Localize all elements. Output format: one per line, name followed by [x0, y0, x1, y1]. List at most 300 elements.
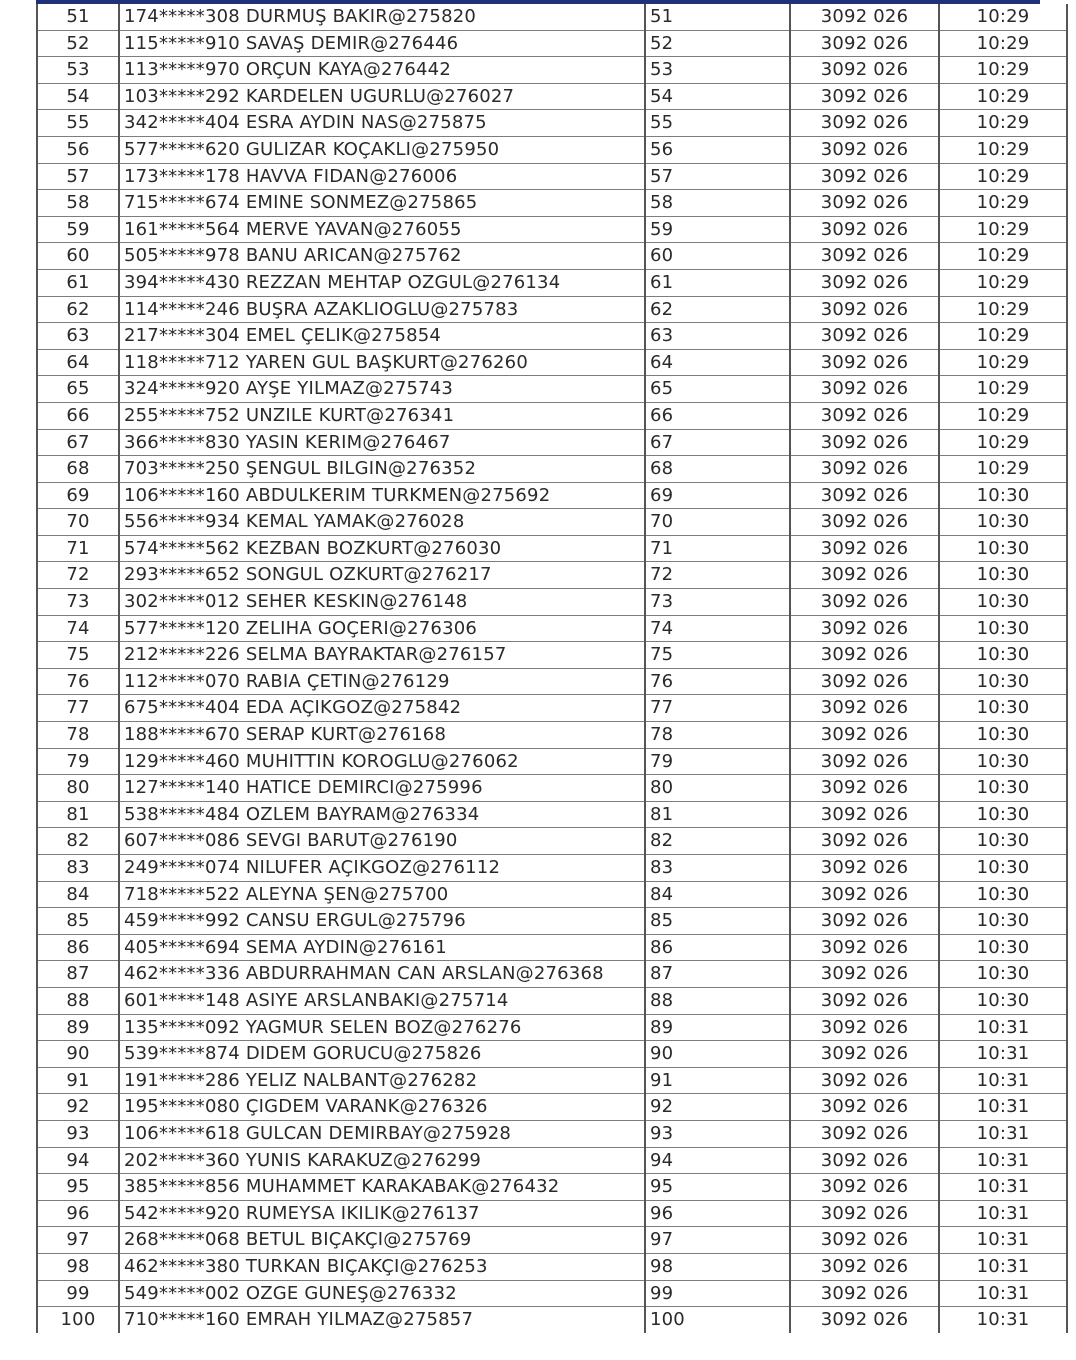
time-cell[interactable]: 10:29 [939, 429, 1067, 456]
time-cell[interactable]: 10:29 [939, 190, 1067, 217]
candidate-cell[interactable]: 405*****694 SEMA AYDIN@276161 [119, 934, 645, 961]
candidate-cell[interactable]: 103*****292 KARDELEN UGURLU@276027 [119, 83, 645, 110]
time-cell[interactable]: 10:29 [939, 456, 1067, 483]
table-row [37, 828, 1067, 855]
candidate-cell[interactable]: 191*****286 YELIZ NALBANT@276282 [119, 1067, 645, 1094]
time-cell[interactable]: 10:30 [939, 775, 1067, 802]
time-cell[interactable]: 10:31 [939, 1014, 1067, 1041]
rank-cell[interactable]: 63 [645, 323, 790, 350]
code-cell[interactable]: 3092 026 [790, 30, 939, 57]
time-cell[interactable]: 10:29 [939, 110, 1067, 137]
candidate-cell[interactable]: 112*****070 RABIA ÇETIN@276129 [119, 668, 645, 695]
rank-cell[interactable]: 77 [645, 695, 790, 722]
rank-cell[interactable]: 78 [645, 722, 790, 749]
row-number-cell[interactable]: 95 [37, 1174, 119, 1201]
candidate-cell[interactable]: 127*****140 HATICE DEMIRCI@275996 [119, 775, 645, 802]
table-row [37, 83, 1067, 110]
candidate-cell[interactable]: 703*****250 ŞENGUL BILGIN@276352 [119, 456, 645, 483]
candidate-cell[interactable]: 385*****856 MUHAMMET KARAKABAK@276432 [119, 1174, 645, 1201]
code-cell[interactable]: 3092 026 [790, 1227, 939, 1254]
table-row [37, 1147, 1067, 1174]
table-row [37, 1120, 1067, 1147]
code-cell[interactable]: 3092 026 [790, 509, 939, 536]
table-row [37, 1307, 1067, 1333]
time-cell[interactable]: 10:30 [939, 695, 1067, 722]
time-cell[interactable]: 10:31 [939, 1041, 1067, 1068]
row-number-cell[interactable]: 94 [37, 1147, 119, 1174]
table-row [37, 695, 1067, 722]
table-row [37, 881, 1067, 908]
table-row [37, 1227, 1067, 1254]
rank-cell[interactable]: 82 [645, 828, 790, 855]
table-row [37, 855, 1067, 882]
time-cell[interactable]: 10:30 [939, 855, 1067, 882]
table-row [37, 1174, 1067, 1201]
time-cell[interactable]: 10:29 [939, 216, 1067, 243]
time-cell[interactable]: 10:29 [939, 57, 1067, 84]
rank-cell[interactable]: 93 [645, 1120, 790, 1147]
code-cell[interactable]: 3092 026 [790, 642, 939, 669]
code-cell[interactable]: 3092 026 [790, 402, 939, 429]
candidate-cell[interactable]: 577*****620 GULIZAR KOÇAKLI@275950 [119, 136, 645, 163]
rank-cell[interactable]: 89 [645, 1014, 790, 1041]
time-cell[interactable]: 10:30 [939, 615, 1067, 642]
code-cell[interactable]: 3092 026 [790, 110, 939, 137]
time-cell[interactable]: 10:29 [939, 269, 1067, 296]
rank-cell[interactable]: 76 [645, 668, 790, 695]
row-number-cell[interactable]: 89 [37, 1014, 119, 1041]
candidate-cell[interactable]: 161*****564 MERVE YAVAN@276055 [119, 216, 645, 243]
rank-cell[interactable]: 74 [645, 615, 790, 642]
candidate-cell[interactable]: 675*****404 EDA AÇIKGOZ@275842 [119, 695, 645, 722]
table-row [37, 190, 1067, 217]
candidate-cell[interactable]: 188*****670 SERAP KURT@276168 [119, 722, 645, 749]
table-row [37, 748, 1067, 775]
time-cell[interactable]: 10:29 [939, 83, 1067, 110]
time-cell[interactable]: 10:30 [939, 482, 1067, 509]
row-number-cell[interactable]: 75 [37, 642, 119, 669]
table-row [37, 509, 1067, 536]
code-cell[interactable]: 3092 026 [790, 615, 939, 642]
table-row [37, 1280, 1067, 1307]
table-row [37, 934, 1067, 961]
code-cell[interactable]: 3092 026 [790, 163, 939, 190]
table-row [37, 775, 1067, 802]
candidate-cell[interactable]: 718*****522 ALEYNA ŞEN@275700 [119, 881, 645, 908]
candidate-cell[interactable]: 135*****092 YAGMUR SELEN BOZ@276276 [119, 1014, 645, 1041]
code-cell[interactable]: 3092 026 [790, 1014, 939, 1041]
candidate-cell[interactable]: 174*****308 DURMUŞ BAKIR@275820 [119, 4, 645, 30]
table-row [37, 4, 1067, 30]
time-cell[interactable]: 10:30 [939, 987, 1067, 1014]
code-cell[interactable]: 3092 026 [790, 828, 939, 855]
candidate-cell[interactable]: 601*****148 ASIYE ARSLANBAKI@275714 [119, 987, 645, 1014]
code-cell[interactable]: 3092 026 [790, 881, 939, 908]
code-cell[interactable]: 3092 026 [790, 535, 939, 562]
code-cell[interactable]: 3092 026 [790, 216, 939, 243]
table-row [37, 216, 1067, 243]
candidate-cell[interactable]: 366*****830 YASIN KERIM@276467 [119, 429, 645, 456]
time-cell[interactable]: 10:30 [939, 509, 1067, 536]
time-cell[interactable]: 10:31 [939, 1120, 1067, 1147]
row-number-cell[interactable]: 70 [37, 509, 119, 536]
row-number-cell[interactable]: 86 [37, 934, 119, 961]
row-number-cell[interactable]: 83 [37, 855, 119, 882]
row-number-cell[interactable]: 97 [37, 1227, 119, 1254]
candidate-cell[interactable]: 459*****992 CANSU ERGUL@275796 [119, 908, 645, 935]
time-cell[interactable]: 10:31 [939, 1174, 1067, 1201]
time-cell[interactable]: 10:29 [939, 163, 1067, 190]
rank-cell[interactable]: 98 [645, 1253, 790, 1280]
table-row [37, 961, 1067, 988]
code-cell[interactable]: 3092 026 [790, 1094, 939, 1121]
candidate-cell[interactable]: 173*****178 HAVVA FIDAN@276006 [119, 163, 645, 190]
time-cell[interactable]: 10:31 [939, 1200, 1067, 1227]
rank-cell[interactable]: 81 [645, 801, 790, 828]
row-number-cell[interactable]: 72 [37, 562, 119, 589]
candidate-cell[interactable]: 462*****380 TURKAN BIÇAKÇI@276253 [119, 1253, 645, 1280]
code-cell[interactable]: 3092 026 [790, 57, 939, 84]
candidate-cell[interactable]: 302*****012 SEHER KESKIN@276148 [119, 589, 645, 616]
time-cell[interactable]: 10:30 [939, 668, 1067, 695]
candidate-cell[interactable]: 255*****752 UNZILE KURT@276341 [119, 402, 645, 429]
code-cell[interactable]: 3092 026 [790, 83, 939, 110]
row-number-cell[interactable]: 92 [37, 1094, 119, 1121]
candidate-cell[interactable]: 249*****074 NILUFER AÇIKGOZ@276112 [119, 855, 645, 882]
rank-cell[interactable]: 56 [645, 136, 790, 163]
code-cell[interactable]: 3092 026 [790, 243, 939, 270]
time-cell[interactable]: 10:31 [939, 1094, 1067, 1121]
time-cell[interactable]: 10:31 [939, 1253, 1067, 1280]
row-number-cell[interactable]: 63 [37, 323, 119, 350]
code-cell[interactable]: 3092 026 [790, 589, 939, 616]
code-cell[interactable]: 3092 026 [790, 987, 939, 1014]
code-cell[interactable]: 3092 026 [790, 1307, 939, 1333]
candidate-cell[interactable]: 118*****712 YAREN GUL BAŞKURT@276260 [119, 349, 645, 376]
rank-cell[interactable]: 84 [645, 881, 790, 908]
rank-cell[interactable]: 72 [645, 562, 790, 589]
candidate-cell[interactable]: 462*****336 ABDURRAHMAN CAN ARSLAN@276368 [119, 961, 645, 988]
candidate-cell[interactable]: 549*****002 OZGE GUNEŞ@276332 [119, 1280, 645, 1307]
rank-cell[interactable]: 70 [645, 509, 790, 536]
code-cell[interactable]: 3092 026 [790, 190, 939, 217]
rank-cell[interactable]: 96 [645, 1200, 790, 1227]
table-row [37, 535, 1067, 562]
time-cell[interactable]: 10:30 [939, 934, 1067, 961]
table-row [37, 429, 1067, 456]
row-number-cell[interactable]: 84 [37, 881, 119, 908]
code-cell[interactable]: 3092 026 [790, 1200, 939, 1227]
row-number-cell[interactable]: 62 [37, 296, 119, 323]
candidate-cell[interactable]: 577*****120 ZELIHA GOÇERI@276306 [119, 615, 645, 642]
rank-cell[interactable]: 64 [645, 349, 790, 376]
row-number-cell[interactable]: 61 [37, 269, 119, 296]
code-cell[interactable]: 3092 026 [790, 1174, 939, 1201]
row-number-cell[interactable]: 73 [37, 589, 119, 616]
candidate-cell[interactable]: 115*****910 SAVAŞ DEMIR@276446 [119, 30, 645, 57]
candidate-cell[interactable]: 129*****460 MUHITTIN KOROGLU@276062 [119, 748, 645, 775]
candidate-cell[interactable]: 342*****404 ESRA AYDIN NAS@275875 [119, 110, 645, 137]
rank-cell[interactable]: 60 [645, 243, 790, 270]
table-row [37, 1041, 1067, 1068]
code-cell[interactable]: 3092 026 [790, 562, 939, 589]
time-cell[interactable]: 10:31 [939, 1307, 1067, 1333]
row-number-cell[interactable]: 55 [37, 110, 119, 137]
row-number-cell[interactable]: 65 [37, 376, 119, 403]
row-number-cell[interactable]: 81 [37, 801, 119, 828]
row-number-cell[interactable]: 66 [37, 402, 119, 429]
time-cell[interactable]: 10:29 [939, 349, 1067, 376]
table-row [37, 163, 1067, 190]
rank-cell[interactable]: 88 [645, 987, 790, 1014]
table-row [37, 376, 1067, 403]
code-cell[interactable]: 3092 026 [790, 722, 939, 749]
rank-cell[interactable]: 79 [645, 748, 790, 775]
row-number-cell[interactable]: 100 [37, 1307, 119, 1333]
rank-cell[interactable]: 97 [645, 1227, 790, 1254]
rank-cell[interactable]: 99 [645, 1280, 790, 1307]
time-cell[interactable]: 10:30 [939, 589, 1067, 616]
rank-cell[interactable]: 73 [645, 589, 790, 616]
code-cell[interactable]: 3092 026 [790, 1041, 939, 1068]
code-cell[interactable]: 3092 026 [790, 136, 939, 163]
rank-cell[interactable]: 55 [645, 110, 790, 137]
row-number-cell[interactable]: 78 [37, 722, 119, 749]
time-cell[interactable]: 10:29 [939, 243, 1067, 270]
table-row [37, 482, 1067, 509]
row-number-cell[interactable]: 58 [37, 190, 119, 217]
row-number-cell[interactable]: 93 [37, 1120, 119, 1147]
candidate-cell[interactable]: 542*****920 RUMEYSA IKILIK@276137 [119, 1200, 645, 1227]
row-number-cell[interactable]: 52 [37, 30, 119, 57]
code-cell[interactable]: 3092 026 [790, 934, 939, 961]
time-cell[interactable]: 10:29 [939, 296, 1067, 323]
rank-cell[interactable]: 83 [645, 855, 790, 882]
table-row [37, 456, 1067, 483]
row-number-cell[interactable]: 56 [37, 136, 119, 163]
time-cell[interactable]: 10:29 [939, 323, 1067, 350]
code-cell[interactable]: 3092 026 [790, 748, 939, 775]
time-cell[interactable]: 10:30 [939, 908, 1067, 935]
rank-cell[interactable]: 66 [645, 402, 790, 429]
rank-cell[interactable]: 58 [645, 190, 790, 217]
row-number-cell[interactable]: 67 [37, 429, 119, 456]
row-number-cell[interactable]: 64 [37, 349, 119, 376]
time-cell[interactable]: 10:29 [939, 30, 1067, 57]
code-cell[interactable]: 3092 026 [790, 1120, 939, 1147]
candidate-cell[interactable]: 217*****304 EMEL ÇELIK@275854 [119, 323, 645, 350]
row-number-cell[interactable]: 60 [37, 243, 119, 270]
rank-cell[interactable]: 71 [645, 535, 790, 562]
table-body [37, 4, 1067, 1333]
code-cell[interactable]: 3092 026 [790, 695, 939, 722]
time-cell[interactable]: 10:29 [939, 376, 1067, 403]
rank-cell[interactable]: 90 [645, 1041, 790, 1068]
row-number-cell[interactable]: 69 [37, 482, 119, 509]
candidate-cell[interactable]: 195*****080 ÇIGDEM VARANK@276326 [119, 1094, 645, 1121]
table-row [37, 349, 1067, 376]
code-cell[interactable]: 3092 026 [790, 668, 939, 695]
rank-cell[interactable]: 53 [645, 57, 790, 84]
time-cell[interactable]: 10:30 [939, 562, 1067, 589]
candidate-cell[interactable]: 202*****360 YUNIS KARAKUZ@276299 [119, 1147, 645, 1174]
candidate-cell[interactable]: 715*****674 EMINE SONMEZ@275865 [119, 190, 645, 217]
rank-cell[interactable]: 68 [645, 456, 790, 483]
time-cell[interactable]: 10:31 [939, 1227, 1067, 1254]
candidate-cell[interactable]: 556*****934 KEMAL YAMAK@276028 [119, 509, 645, 536]
row-number-cell[interactable]: 80 [37, 775, 119, 802]
time-cell[interactable]: 10:30 [939, 642, 1067, 669]
rank-cell[interactable]: 69 [645, 482, 790, 509]
time-cell[interactable]: 10:30 [939, 748, 1067, 775]
code-cell[interactable]: 3092 026 [790, 296, 939, 323]
code-cell[interactable]: 3092 026 [790, 908, 939, 935]
code-cell[interactable]: 3092 026 [790, 1280, 939, 1307]
table-row [37, 1067, 1067, 1094]
row-number-cell[interactable]: 82 [37, 828, 119, 855]
table-row [37, 801, 1067, 828]
rank-cell[interactable]: 94 [645, 1147, 790, 1174]
table-row [37, 57, 1067, 84]
code-cell[interactable]: 3092 026 [790, 961, 939, 988]
rank-cell[interactable]: 80 [645, 775, 790, 802]
table-row [37, 722, 1067, 749]
row-number-cell[interactable]: 53 [37, 57, 119, 84]
time-cell[interactable]: 10:30 [939, 722, 1067, 749]
candidate-cell[interactable]: 212*****226 SELMA BAYRAKTAR@276157 [119, 642, 645, 669]
table-row [37, 1200, 1067, 1227]
time-cell[interactable]: 10:29 [939, 402, 1067, 429]
candidate-cell[interactable]: 293*****652 SONGUL OZKURT@276217 [119, 562, 645, 589]
code-cell[interactable]: 3092 026 [790, 323, 939, 350]
candidate-cell[interactable]: 106*****618 GULCAN DEMIRBAY@275928 [119, 1120, 645, 1147]
rank-cell[interactable]: 65 [645, 376, 790, 403]
row-number-cell[interactable]: 76 [37, 668, 119, 695]
candidate-cell[interactable]: 106*****160 ABDULKERIM TURKMEN@275692 [119, 482, 645, 509]
candidate-cell[interactable]: 268*****068 BETUL BIÇAKÇI@275769 [119, 1227, 645, 1254]
table-row [37, 615, 1067, 642]
table-row [37, 110, 1067, 137]
rank-cell[interactable]: 57 [645, 163, 790, 190]
rank-cell[interactable]: 91 [645, 1067, 790, 1094]
rank-cell[interactable]: 85 [645, 908, 790, 935]
row-number-cell[interactable]: 90 [37, 1041, 119, 1068]
row-number-cell[interactable]: 88 [37, 987, 119, 1014]
table-row [37, 243, 1067, 270]
time-cell[interactable]: 10:29 [939, 136, 1067, 163]
table-row [37, 908, 1067, 935]
row-number-cell[interactable]: 68 [37, 456, 119, 483]
table-row [37, 296, 1067, 323]
table-row [37, 668, 1067, 695]
code-cell[interactable]: 3092 026 [790, 429, 939, 456]
row-number-cell[interactable]: 99 [37, 1280, 119, 1307]
rank-cell[interactable]: 54 [645, 83, 790, 110]
row-number-cell[interactable]: 79 [37, 748, 119, 775]
rank-cell[interactable]: 86 [645, 934, 790, 961]
table-row [37, 1014, 1067, 1041]
code-cell[interactable]: 3092 026 [790, 801, 939, 828]
rank-cell[interactable]: 87 [645, 961, 790, 988]
code-cell[interactable]: 3092 026 [790, 775, 939, 802]
candidate-cell[interactable]: 324*****920 AYŞE YILMAZ@275743 [119, 376, 645, 403]
code-cell[interactable]: 3092 026 [790, 1067, 939, 1094]
table-row [37, 30, 1067, 57]
candidate-cell[interactable]: 394*****430 REZZAN MEHTAP OZGUL@276134 [119, 269, 645, 296]
time-cell[interactable]: 10:30 [939, 881, 1067, 908]
candidate-cell[interactable]: 538*****484 OZLEM BAYRAM@276334 [119, 801, 645, 828]
row-number-cell[interactable]: 96 [37, 1200, 119, 1227]
candidate-cell[interactable]: 113*****970 ORÇUN KAYA@276442 [119, 57, 645, 84]
table-row [37, 136, 1067, 163]
time-cell[interactable]: 10:31 [939, 1147, 1067, 1174]
time-cell[interactable]: 10:30 [939, 801, 1067, 828]
time-cell[interactable]: 10:30 [939, 961, 1067, 988]
results-table [36, 4, 1068, 1333]
time-cell[interactable]: 10:29 [939, 4, 1067, 30]
candidate-cell[interactable]: 505*****978 BANU ARICAN@275762 [119, 243, 645, 270]
row-number-cell[interactable]: 87 [37, 961, 119, 988]
row-number-cell[interactable]: 54 [37, 83, 119, 110]
code-cell[interactable]: 3092 026 [790, 482, 939, 509]
code-cell[interactable]: 3092 026 [790, 269, 939, 296]
code-cell[interactable]: 3092 026 [790, 855, 939, 882]
row-number-cell[interactable]: 71 [37, 535, 119, 562]
table-row [37, 402, 1067, 429]
code-cell[interactable]: 3092 026 [790, 4, 939, 30]
rank-cell[interactable]: 67 [645, 429, 790, 456]
candidate-cell[interactable]: 574*****562 KEZBAN BOZKURT@276030 [119, 535, 645, 562]
candidate-cell[interactable]: 607*****086 SEVGI BARUT@276190 [119, 828, 645, 855]
rank-cell[interactable]: 100 [645, 1307, 790, 1333]
time-cell[interactable]: 10:31 [939, 1280, 1067, 1307]
table-row [37, 1253, 1067, 1280]
table-row [37, 323, 1067, 350]
row-number-cell[interactable]: 51 [37, 4, 119, 30]
row-number-cell[interactable]: 57 [37, 163, 119, 190]
time-cell[interactable]: 10:30 [939, 828, 1067, 855]
row-number-cell[interactable]: 77 [37, 695, 119, 722]
candidate-cell[interactable]: 710*****160 EMRAH YILMAZ@275857 [119, 1307, 645, 1333]
rank-cell[interactable]: 61 [645, 269, 790, 296]
candidate-cell[interactable]: 114*****246 BUŞRA AZAKLIOGLU@275783 [119, 296, 645, 323]
code-cell[interactable]: 3092 026 [790, 349, 939, 376]
table-row [37, 1094, 1067, 1121]
row-number-cell[interactable]: 85 [37, 908, 119, 935]
row-number-cell[interactable]: 91 [37, 1067, 119, 1094]
rank-cell[interactable]: 62 [645, 296, 790, 323]
rank-cell[interactable]: 95 [645, 1174, 790, 1201]
row-number-cell[interactable]: 74 [37, 615, 119, 642]
row-number-cell[interactable]: 59 [37, 216, 119, 243]
rank-cell[interactable]: 52 [645, 30, 790, 57]
spreadsheet [36, 4, 1040, 1333]
code-cell[interactable]: 3092 026 [790, 376, 939, 403]
row-number-cell[interactable]: 98 [37, 1253, 119, 1280]
code-cell[interactable]: 3092 026 [790, 1147, 939, 1174]
rank-cell[interactable]: 59 [645, 216, 790, 243]
table-row [37, 269, 1067, 296]
rank-cell[interactable]: 75 [645, 642, 790, 669]
code-cell[interactable]: 3092 026 [790, 456, 939, 483]
table-row [37, 642, 1067, 669]
rank-cell[interactable]: 92 [645, 1094, 790, 1121]
candidate-cell[interactable]: 539*****874 DIDEM GORUCU@275826 [119, 1041, 645, 1068]
time-cell[interactable]: 10:30 [939, 535, 1067, 562]
code-cell[interactable]: 3092 026 [790, 1253, 939, 1280]
time-cell[interactable]: 10:31 [939, 1067, 1067, 1094]
rank-cell[interactable]: 51 [645, 4, 790, 30]
